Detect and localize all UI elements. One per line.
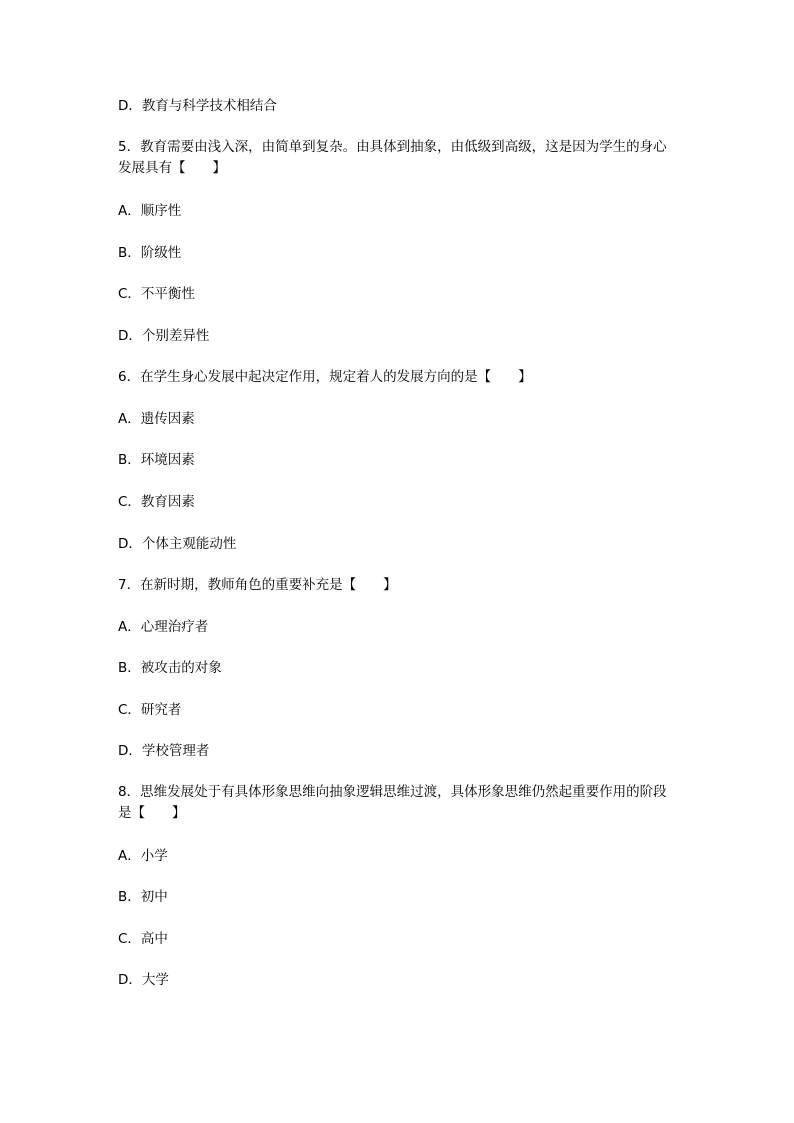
option-5a: A．顺序性 [118,203,182,219]
option-8c: C．高中 [118,931,168,947]
option-6a: A．遗传因素 [118,411,195,427]
option-8a: A．小学 [118,848,168,864]
option-7d: D．学校管理者 [118,743,210,759]
option-7b: B．被攻击的对象 [118,660,222,676]
option-7c: C．研究者 [118,702,182,718]
question-7: 7．在新时期，教师角色的重要补充是【 】 [118,577,397,593]
question-6: 6．在学生身心发展中起决定作用，规定着人的发展方向的是【 】 [118,369,532,385]
question-5: 5．教育需要由浅入深，由简单到复杂。由具体到抽象，由低级到高级，这是因为学生的身心发展具有【 】 [118,139,667,176]
option-5d: D．个别差异性 [118,328,210,344]
option-8d: D．大学 [118,972,169,988]
option-4d: D．教育与科学技术相结合 [118,98,277,114]
option-6d: D．个体主观能动性 [118,536,237,552]
option-6b: B．环境因素 [118,452,195,468]
option-5c: C．不平衡性 [118,286,195,302]
option-7a: A．心理治疗者 [118,619,209,635]
option-8b: B．初中 [118,889,168,905]
question-8: 8．思维发展处于有具体形象思维向抽象逻辑思维过渡，具体形象思维仍然起重要作用的阶段是【 】 [118,784,667,821]
option-5b: B．阶级性 [118,245,182,261]
option-6c: C．教育因素 [118,494,195,510]
